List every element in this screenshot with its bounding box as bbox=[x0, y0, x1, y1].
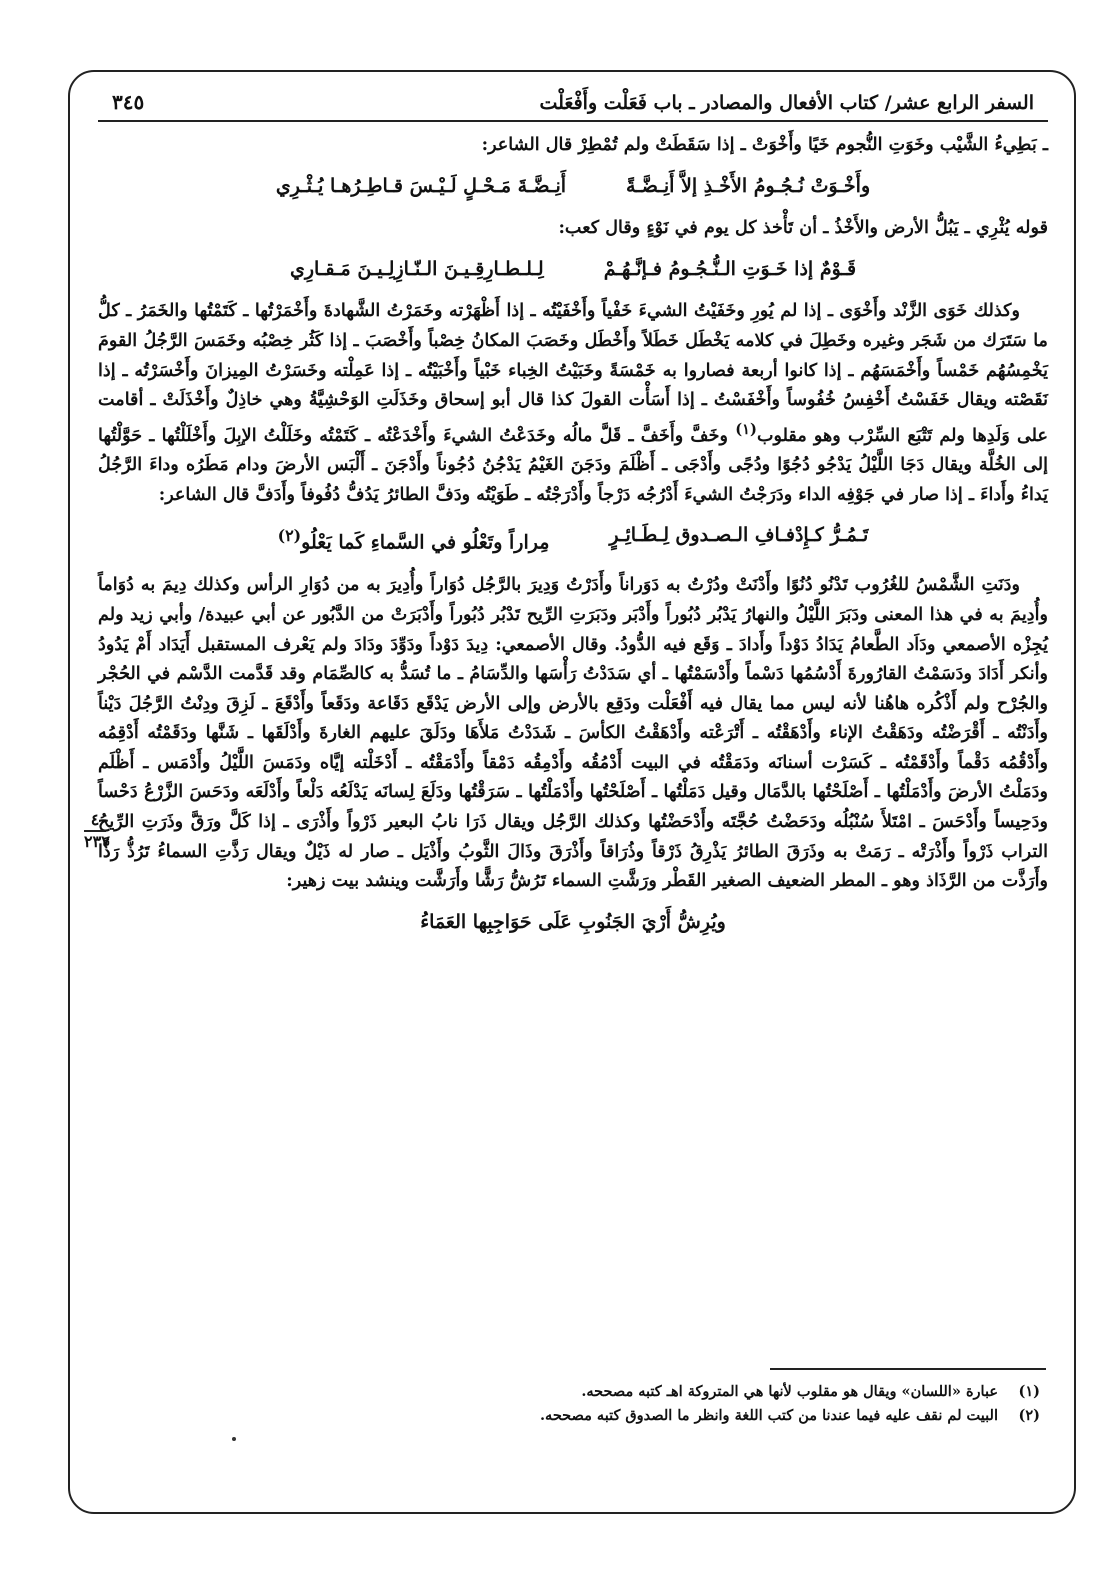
footnote-ref-2: (٢) bbox=[277, 526, 302, 546]
paragraph-3 bbox=[98, 296, 1048, 509]
verse-1 bbox=[98, 172, 1048, 202]
verse-4-text: ويُرِشُّ أَرْيَ الجَنُوبِ عَلَى حَوَاجِبِها العَمَاءُ bbox=[420, 910, 726, 933]
paragraph-1: ـ بَطِيءُ الشَّيْب وخَوَتِ النُّجوم خَيًا وأَخْوَتْ ـ إذا سَقَطَتْ ولم تُمْطِرْ قال الشاعر: bbox=[481, 134, 1048, 155]
page-content bbox=[98, 84, 1048, 949]
verse-2-first-hemistich: قَـوْمٌ إذا خَـوَتِ الـنُّـجُـومُ فـإنَّـهُـمْ bbox=[603, 257, 857, 280]
paragraph-4-label: وقال الأصمعي: bbox=[495, 633, 615, 655]
footnote-2-number: (٢) bbox=[1018, 1407, 1040, 1424]
verse-1-first-hemistich: وأَخْـوَتْ نُـجُـومُ الأَخْـذِ إلاَّ أَنِـضَّـةً bbox=[626, 174, 871, 197]
verse-3-first-hemistich: تَـمُـرُّ كـإِدْفـافِ الـصـدوق لِـطَـائِـرٍ bbox=[609, 524, 869, 547]
margin-ref-volume: ٤ bbox=[84, 812, 106, 832]
scan-speck bbox=[232, 1437, 236, 1441]
verse-4 bbox=[98, 908, 1048, 938]
verse-2 bbox=[98, 255, 1048, 285]
page-number: ٣٤٥ bbox=[112, 90, 145, 114]
paragraph-3-cont: وخَفَّ وأَخَفَّ ـ قَلَّ مالُه وخَدَعْتُ الشيءَ وأَخْدَعْتُه ـ كَتَمْتُه وخَلَلْتُ الإبِلَ وأَخْلَلْتُها ـ حَوَّلْتُها إلى الخُلَّة ويقال دَجَا اللَّيْلُ يَدْجُو دُجُوًا ودُجًى وأَدْجَى ـ أَظْلَمَ ودَجَنَ الغَيْمُ يَدْجُنُ دُجُوناً وأَدْجَنَ ـ أَلْبَس الأرضَ ودام مَطَرُه وداءَ الرَّجُلُ يَداءُ وأَداءَ ـ إذا صار في جَوْفِه الداء ودَرَجْتُ الشيءَ أَدْرُجُه دَرْجاً وأَدْرَجْتُه ـ طَوَيْتُه ودَفَّ الطائرُ يَدُفُّ دُفُوفاً وأَدَفَّ قال الشاعر: bbox=[98, 424, 1048, 505]
verse-3-second-hemistich bbox=[278, 521, 550, 558]
margin-manuscript-ref bbox=[84, 810, 110, 851]
footnote-2 bbox=[140, 1404, 1040, 1428]
footnotes bbox=[140, 1380, 1040, 1428]
footnote-1-number: (١) bbox=[1018, 1383, 1040, 1400]
paragraph-4-text: ودَنَتِ الشَّمْسُ للغُرُوب تَدْنُو دُنُوًا وأَدْنَتْ ودُرْتُ به دَوَراناً وأَدَرْتُ وَدِيرَ بالرَّجُل دُوَاراً وأُدِيرَ به من دُوَارِ الرأس وكذلك دِيمَ به دُوَاماً وأُدِيمَ به في هذا المعنى ودَبَرَ اللَّيْلُ والنهارُ يَدْبُر دُبُوراً وأَدْبَر ودَبَرَتِ الرِّيح تَدْبُر دُبُوراً وأَدْبَرَتْ من الدَّبُور عن أبي عبيدة/ وأبي زيد ولم يُجِزْه الأصمعي ودَاَد الطَّعامُ يَدَادُ دَوْداً وأَدادَ ـ وَقَع فيه الدُّودُ. bbox=[98, 574, 1049, 655]
paragraph-4-cont: دِيدَ دَوْداً ودَوِّدَ ودَادَ ولم يَعْرف المستقبل أَيَدَاد أَمْ يَدُودُ وأنكر أَدَادَ ودَسَمْتُ القارُورةَ أَدْسُمُها دَسْماً وأَدْسَمْتُها ـ أي سَدَدْتُ رَأْسَها والدِّسَامُ ـ ما تُسَدُّ به كالصِّمَام وقد قَدَّمت الدَّسْم في الحُجْر والجُرْح ولم أَذْكُره هاهُنا لأنه ليس مما يقال فيه أَفْعَلْت ودَقِع بالأرض وإلى الأرض يَدْقَع دَقَاعة ودَقَعاً وأَدْقَعَ ـ لَزِقَ ودِنْتُ الرَّجُلَ دَيْناً وأَدَنْتُه ـ أَقْرَضْتُه ودَهَقْتُ الإناء وأَدْهَقْتُه ـ أَتْرَعْته وأَدْهَقْتُ الكأسَ ـ شَدَدْتُ مَلأَهَا ودَلَقَ عليهم الغارةَ وأَدْلَقَها ـ شَنَّها ودَقَمْتُه أَدْقِمُه وأَدْقُمُه دَقْماً وأَدْقَمْتُه ـ كَسَرْت أسنانَه ودَمَقْتُه في البيت أَدْمُقُه وأَدْمِقُه دَمْقاً وأَدْمَقْتُه ـ أَدْخَلْته إيَّاه ودَمَسَ اللَّيْلُ وأَدْمَس ـ أَظْلَم ودَمَلْتُ الأرضَ وأَدْمَلْتُها ـ أَصْلَحْتُها بالدَّمَال وقيل دَمَلْتُها ـ أَصْلَحْتُها وأَدْمَلْتُها ـ سَرَقْتُها ودَلَعَ لِسانَه يَدْلَعُه دَلْعاً وأَدْلَعَه ودَحَسَ الزَّرْعُ دَحْساً ودَحِيساً وأَدْحَسَ ـ امْتَلأَ سُنْبُلُه ودَحَضْتُ حُجَّتَه وأَدْحَضْتُها وكذلك الرَّجُل ويقال ذَرَا نابُ البعير ذَرْواً وأَذْرَى ـ إذا كَلَّ ورَقَّ وذَرَتِ الرِّيحُ التراب ذَرْواً وأَذْرَتْه ـ رَمَتْ به وذَرَقَ الطائرُ يَذْرِقُ ذَرْقاً وذُرَاقاً وأَذْرَقَ وذَالَ الثَّوبُ وأَذْيَل ـ صار له ذَيْلٌ ويقال رَذَّتِ السماءُ تَرُذُّ رَذًّا وأَرَذَّت من الرَّذَاذ وهو ـ المطر الضعيف الصغير القَطْر ورَشَّتِ السماء تَرُشُّ رَشًّا وأَرَشَّت وينشد بيت زهير: bbox=[98, 633, 1048, 892]
verse-2-second-hemistich: لِـلـطـارِقِـيـنَ الـنّـازِلِـيـنَ مَـقـارِي bbox=[289, 257, 544, 280]
footnote-2-text: البيت لم نقف عليه فيما عندنا من كتب اللغة وانظر ما الصدوق كتبه مصححه. bbox=[540, 1407, 998, 1424]
verse-3 bbox=[98, 521, 1048, 558]
margin-ref-page: ٢٣٧ bbox=[84, 832, 110, 851]
running-header bbox=[98, 84, 1048, 122]
header-title: السفر الرابع عشر/ كتاب الأفعال والمصادر ـ باب فَعَلْت وأَفْعَلْت bbox=[539, 92, 1034, 114]
paragraph-2: قوله يُثْرِي ـ يَبُلُّ الأرض والأَخْذُ ـ أن تَأْخذ كل يوم في نَوْءٍ وقال كعب: bbox=[558, 217, 1048, 239]
verse-1-second-hemistich: أَنِـضَّـةَ مَـحْـلٍ لَـيْـسَ قـاطِـرُهـا يُـثْـرِي bbox=[275, 174, 567, 197]
paragraph-4 bbox=[98, 570, 1048, 896]
paragraph-3-text: وكذلك خَوَى الزَّنْد وأَخْوَى ـ إذا لم يُورِ وخَفَيْتُ الشيءَ خَفْياً وأَخْفَيْتُه ـ إذا أَظْهَرْته وخَمَرْتُ الشَّهادةَ وأَخْمَرْتُها ـ كَتَمْتُها والخَمَرُ ـ كلُّ ما سَتَرَك من شَجَر وغيره وخَطِلَ في كلامه يَخْطَل خَطَلاً وأَخْطَل وخَصَبَ المكانُ خِصْباً وأَخْصَبَ ـ إذا كَثُر خِصْبُه وخَمَسَ الرَّجُلُ القومَ يَخْمِسُهُم خَمْساً وأَخْمَسَهُم ـ إذا كانوا أربعة فصاروا به خَمْسَةً وخَبَيْتُ الخِباء خَبْياً وأَخْبَيْتُه ـ إذا عَمِلْته وخَسَرْتُ المِيزانَ وأَخْسَرْتُه ـ إذا نَقَصْته ويقال خَفَسْتُ أَخْفِسُ خُفُوساً وأَخْفَسْتُ ـ إذا أَسَأْت القولَ كذا قال أبو إسحاق وخَذَلَتِ الوَحْشِيَّةُ وهي خاذِلٌ وأَخْذَلَتْ ـ أقامت على وَلَدِها ولم تَتْبَع السِّرْب وهو مقلوب bbox=[98, 300, 1048, 446]
body-text bbox=[98, 130, 1048, 937]
footnote-rule bbox=[770, 1368, 1046, 1370]
footnote-1-text: عبارة «اللسان» ويقال هو مقلوب لأنها هي المتروكة اهـ كتبه مصححه. bbox=[581, 1383, 998, 1400]
footnote-1 bbox=[140, 1380, 1040, 1404]
verse-3-second-text: مِراراً وتَعْلُو في السَّماءِ كَما يَعْلُو bbox=[301, 531, 550, 554]
footnote-ref-1: (١) bbox=[735, 420, 757, 438]
